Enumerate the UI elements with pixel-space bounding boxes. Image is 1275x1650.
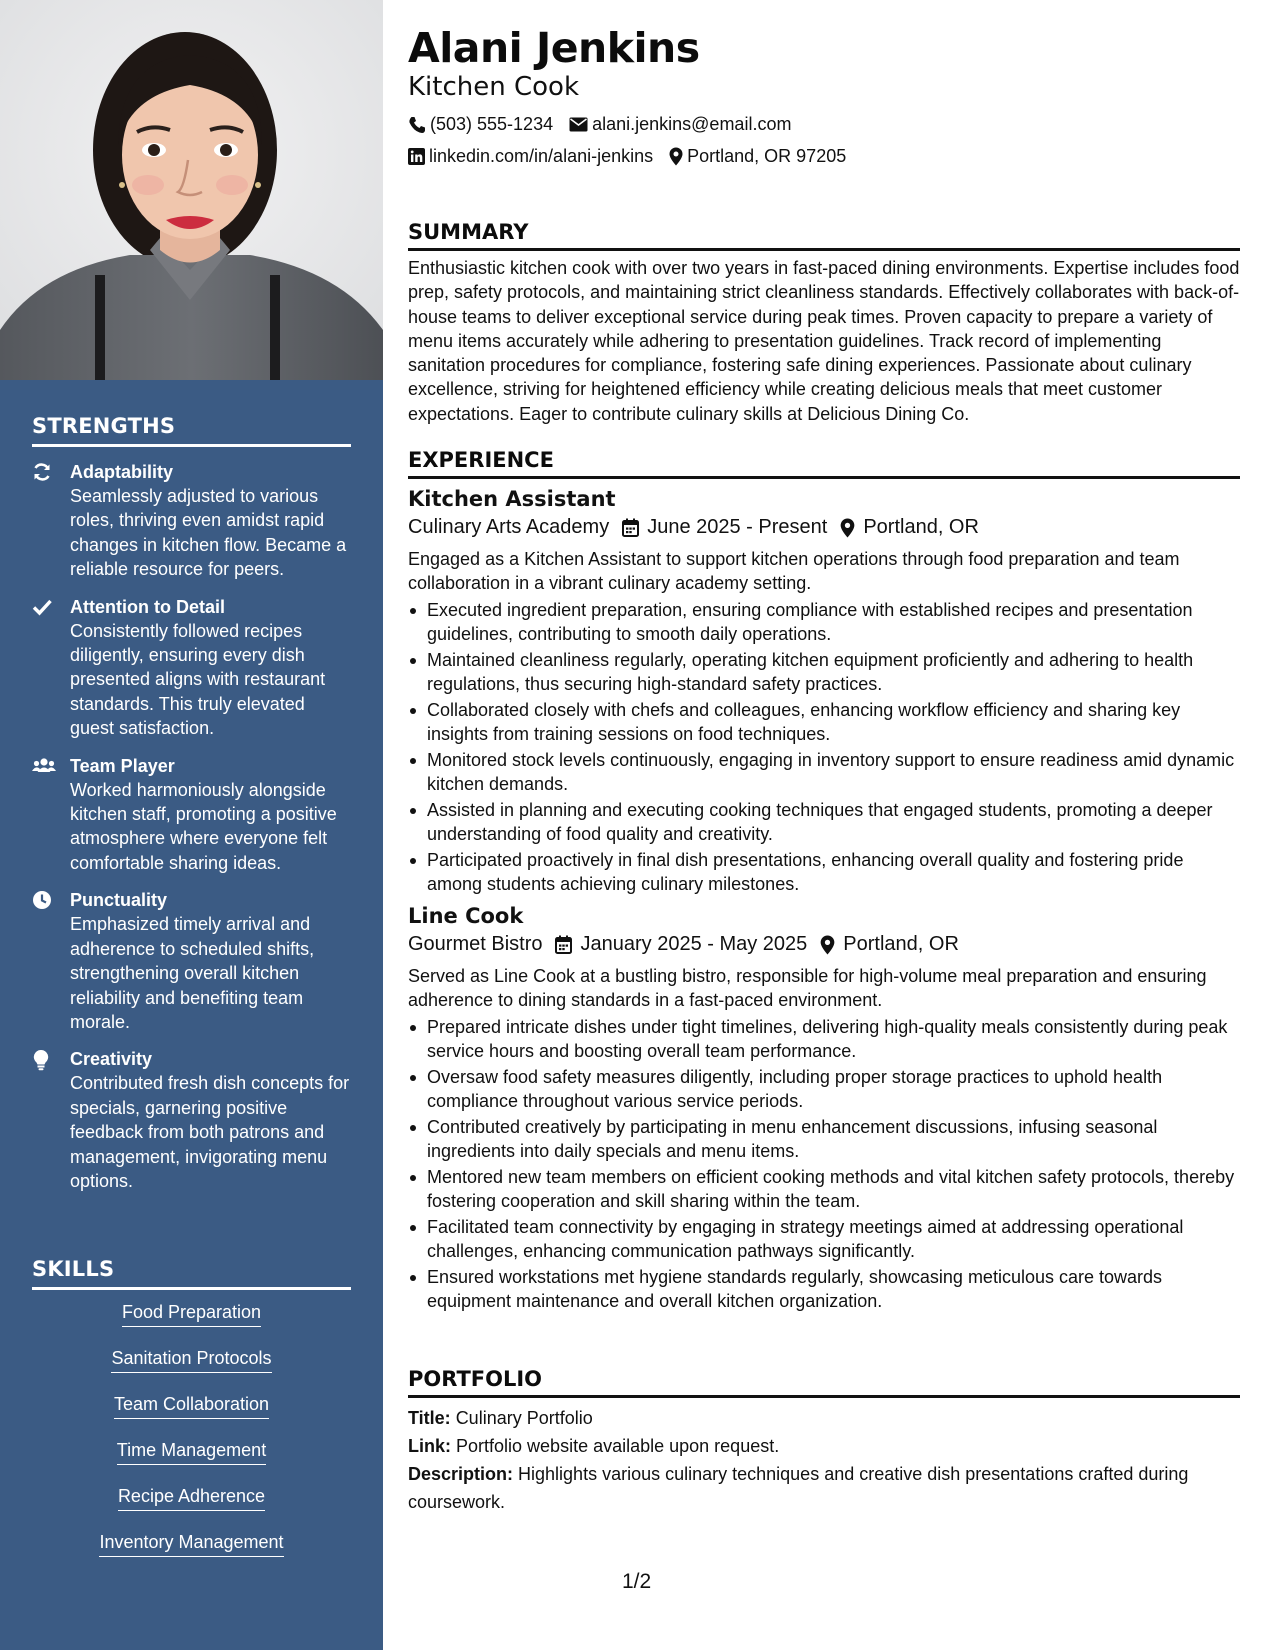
lightbulb-icon xyxy=(32,1047,70,1193)
job-title: Kitchen Assistant xyxy=(408,487,616,511)
job-description: Served as Line Cook at a bustling bistro, responsible for high-volume meal preparation and ensuring adherence to dining standards in a fast-paced environment. xyxy=(408,966,1207,1011)
email-contact[interactable] xyxy=(569,114,791,135)
skill-item: Food Preparation xyxy=(122,1300,261,1327)
portfolio-title-value: Culinary Portfolio xyxy=(455,1408,593,1428)
job-company: Culinary Arts Academy xyxy=(408,516,610,538)
strength-desc: Emphasized timely arrival and adherence to scheduled shifts, strengthening overall kitchen reliability and benefiting team morale. xyxy=(70,914,315,1032)
linkedin-contact[interactable] xyxy=(408,146,653,167)
strength-title: Adaptability xyxy=(70,462,174,482)
candidate-name: Alani Jenkins xyxy=(408,24,700,72)
strength-desc: Worked harmoniously alongside kitchen staff, promoting a positive atmosphere where everyone felt comfortable sharing ideas. xyxy=(70,779,337,873)
phone-contact[interactable] xyxy=(408,114,553,135)
portfolio-description xyxy=(408,1460,1240,1516)
portfolio-link-value: Portfolio website available upon request. xyxy=(456,1436,780,1456)
bullet-item: Facilitated team connectivity by engaging in strategy meetings aimed at addressing operational challenges, enhancing communication pathways significantly. xyxy=(408,1215,1240,1264)
location-text: Portland, OR 97205 xyxy=(687,146,847,166)
job-meta xyxy=(408,516,1240,539)
summary-heading: SUMMARY xyxy=(408,220,1240,251)
calendar-icon xyxy=(622,518,639,537)
calendar-icon xyxy=(555,935,572,954)
users-icon xyxy=(32,754,70,876)
strength-title: Team Player xyxy=(70,755,175,776)
sidebar xyxy=(0,0,383,1650)
portfolio-link-label: Link: xyxy=(408,1436,451,1456)
strength-item xyxy=(32,595,351,741)
strength-title: Attention to Detail xyxy=(70,596,225,617)
candidate-role: Kitchen Cook xyxy=(408,72,580,102)
skills-list xyxy=(32,1290,351,1576)
portfolio-desc-value: Highlights various culinary techniques and creative dish presentations crafted during coursework. xyxy=(408,1464,1189,1512)
portfolio-title xyxy=(408,1404,1240,1432)
bullet-item: Maintained cleanliness regularly, operating kitchen equipment proficiently and adhering to health regulations, thus securing high-standard safety practices. xyxy=(408,648,1240,697)
skill-item: Recipe Adherence xyxy=(118,1484,265,1511)
strength-item xyxy=(32,1047,351,1193)
contact-row-2 xyxy=(408,146,862,167)
strengths-heading: STRENGTHS xyxy=(32,414,351,447)
job-location: Portland, OR xyxy=(863,516,979,538)
job-entry xyxy=(408,904,1240,1313)
experience-section xyxy=(408,448,1240,1315)
job-meta xyxy=(408,933,1240,956)
strength-title: Punctuality xyxy=(70,890,168,911)
phone-icon xyxy=(408,116,426,134)
map-pin-icon xyxy=(669,147,683,166)
envelope-icon xyxy=(569,117,588,132)
phone-text: (503) 555-1234 xyxy=(430,114,554,134)
bullet-item: Executed ingredient preparation, ensuring compliance with established recipes and presentation guidelines, contributing to smooth daily operations. xyxy=(408,598,1240,647)
bullet-item: Assisted in planning and executing cooking techniques that engaged students, promoting a deeper understanding of food quality and creativity. xyxy=(408,798,1240,847)
skill-item: Inventory Management xyxy=(99,1530,283,1557)
check-icon xyxy=(32,595,70,741)
sync-icon xyxy=(32,460,70,582)
portfolio-link xyxy=(408,1432,1240,1460)
summary-text: Enthusiastic kitchen cook with over two years in fast-paced dining environments. Expertise includes food prep, safety protocols, and maintaining strict cleanliness standards. Effectively collaborates with back-of-house teams to deliver exceptional service during peak times. Proven capacity to prepare a variety of menu items accurately while adhering to presentation guidelines. Track record of implementing sanitation procedures for compliance, fostering safe dining experiences. Passionate about culinary excellence, striving for heightened efficiency while creating delicious meals that meet customer expectations. Eager to contribute culinary skills at Delicious Dining Co. xyxy=(408,258,1240,424)
job-bullets xyxy=(408,1015,1240,1314)
portfolio-desc-label: Description: xyxy=(408,1464,514,1484)
location-contact xyxy=(669,146,846,167)
strength-item xyxy=(32,754,351,876)
map-pin-icon xyxy=(840,518,855,538)
bullet-item: Prepared intricate dishes under tight timelines, delivering high-quality meals consistently during peak service hours and boosting overall team performance. xyxy=(408,1015,1240,1064)
strength-item xyxy=(32,888,351,1034)
job-title: Line Cook xyxy=(408,904,524,929)
job-location: Portland, OR xyxy=(843,933,959,956)
job-bullets xyxy=(408,598,1240,897)
strength-item xyxy=(32,460,351,582)
job-dates: January 2025 - May 2025 xyxy=(580,933,808,956)
job-description: Engaged as a Kitchen Assistant to support kitchen operations through food preparation and team collaboration in a vibrant culinary academy setting. xyxy=(408,549,1180,594)
bullet-item: Contributed creatively by participating in menu enhancement discussions, infusing seasonal ingredients into daily specials and menu items. xyxy=(408,1115,1240,1164)
strength-desc: Contributed fresh dish concepts for specials, garnering positive feedback from both patrons and management, invigorating menu options. xyxy=(70,1073,350,1191)
bullet-item: Collaborated closely with chefs and colleagues, enhancing workflow efficiency and sharing key insights from training sessions on food techniques. xyxy=(408,698,1240,747)
skill-item: Time Management xyxy=(117,1438,266,1465)
page-number: 1/2 xyxy=(622,1570,652,1593)
strength-desc: Consistently followed recipes diligently, ensuring every dish presented aligns with restaurant standards. This truly elevated guest satisfaction. xyxy=(70,620,326,739)
job-entry xyxy=(408,487,1240,896)
clock-icon xyxy=(32,888,70,1034)
map-pin-icon xyxy=(820,935,835,955)
experience-heading: EXPERIENCE xyxy=(408,448,1240,479)
email-text: alani.jenkins@email.com xyxy=(592,114,792,134)
strength-title: Creativity xyxy=(70,1049,153,1070)
job-company: Gourmet Bistro xyxy=(408,933,543,956)
linkedin-text: linkedin.com/in/alani-jenkins xyxy=(429,146,654,166)
portfolio-title-label: Title: xyxy=(408,1408,451,1428)
bullet-item: Mentored new team members on efficient cooking methods and vital kitchen safety protocols, thereby fostering cooperation and skill sharing within the team. xyxy=(408,1165,1240,1214)
portfolio-section xyxy=(408,1367,1240,1516)
strength-desc: Seamlessly adjusted to various roles, thriving even amidst rapid changes in kitchen flow. Became a reliable resource for peers. xyxy=(70,486,347,580)
linkedin-icon xyxy=(408,148,425,165)
bullet-item: Oversaw food safety measures diligently, including proper storage practices to uphold health compliance throughout various service periods. xyxy=(408,1065,1240,1114)
bullet-item: Ensured workstations met hygiene standards regularly, showcasing meticulous care towards equipment maintenance and overall kitchen organization. xyxy=(408,1265,1240,1314)
summary-section xyxy=(408,220,1240,426)
contact-row xyxy=(408,114,807,135)
bullet-item: Participated proactively in final dish presentations, enhancing overall quality and fostering pride among students achieving culinary milestones. xyxy=(408,848,1240,897)
strengths-section xyxy=(32,414,351,1193)
skill-item: Team Collaboration xyxy=(114,1392,269,1419)
skills-section xyxy=(32,1257,351,1576)
job-dates: June 2025 - Present xyxy=(647,516,828,538)
profile-photo xyxy=(0,0,383,380)
bullet-item: Monitored stock levels continuously, engaging in inventory support to ensure readiness amid dynamic kitchen demands. xyxy=(408,748,1240,797)
skills-heading: SKILLS xyxy=(32,1257,351,1290)
skill-item: Sanitation Protocols xyxy=(111,1346,271,1373)
portfolio-heading: PORTFOLIO xyxy=(408,1367,1240,1398)
